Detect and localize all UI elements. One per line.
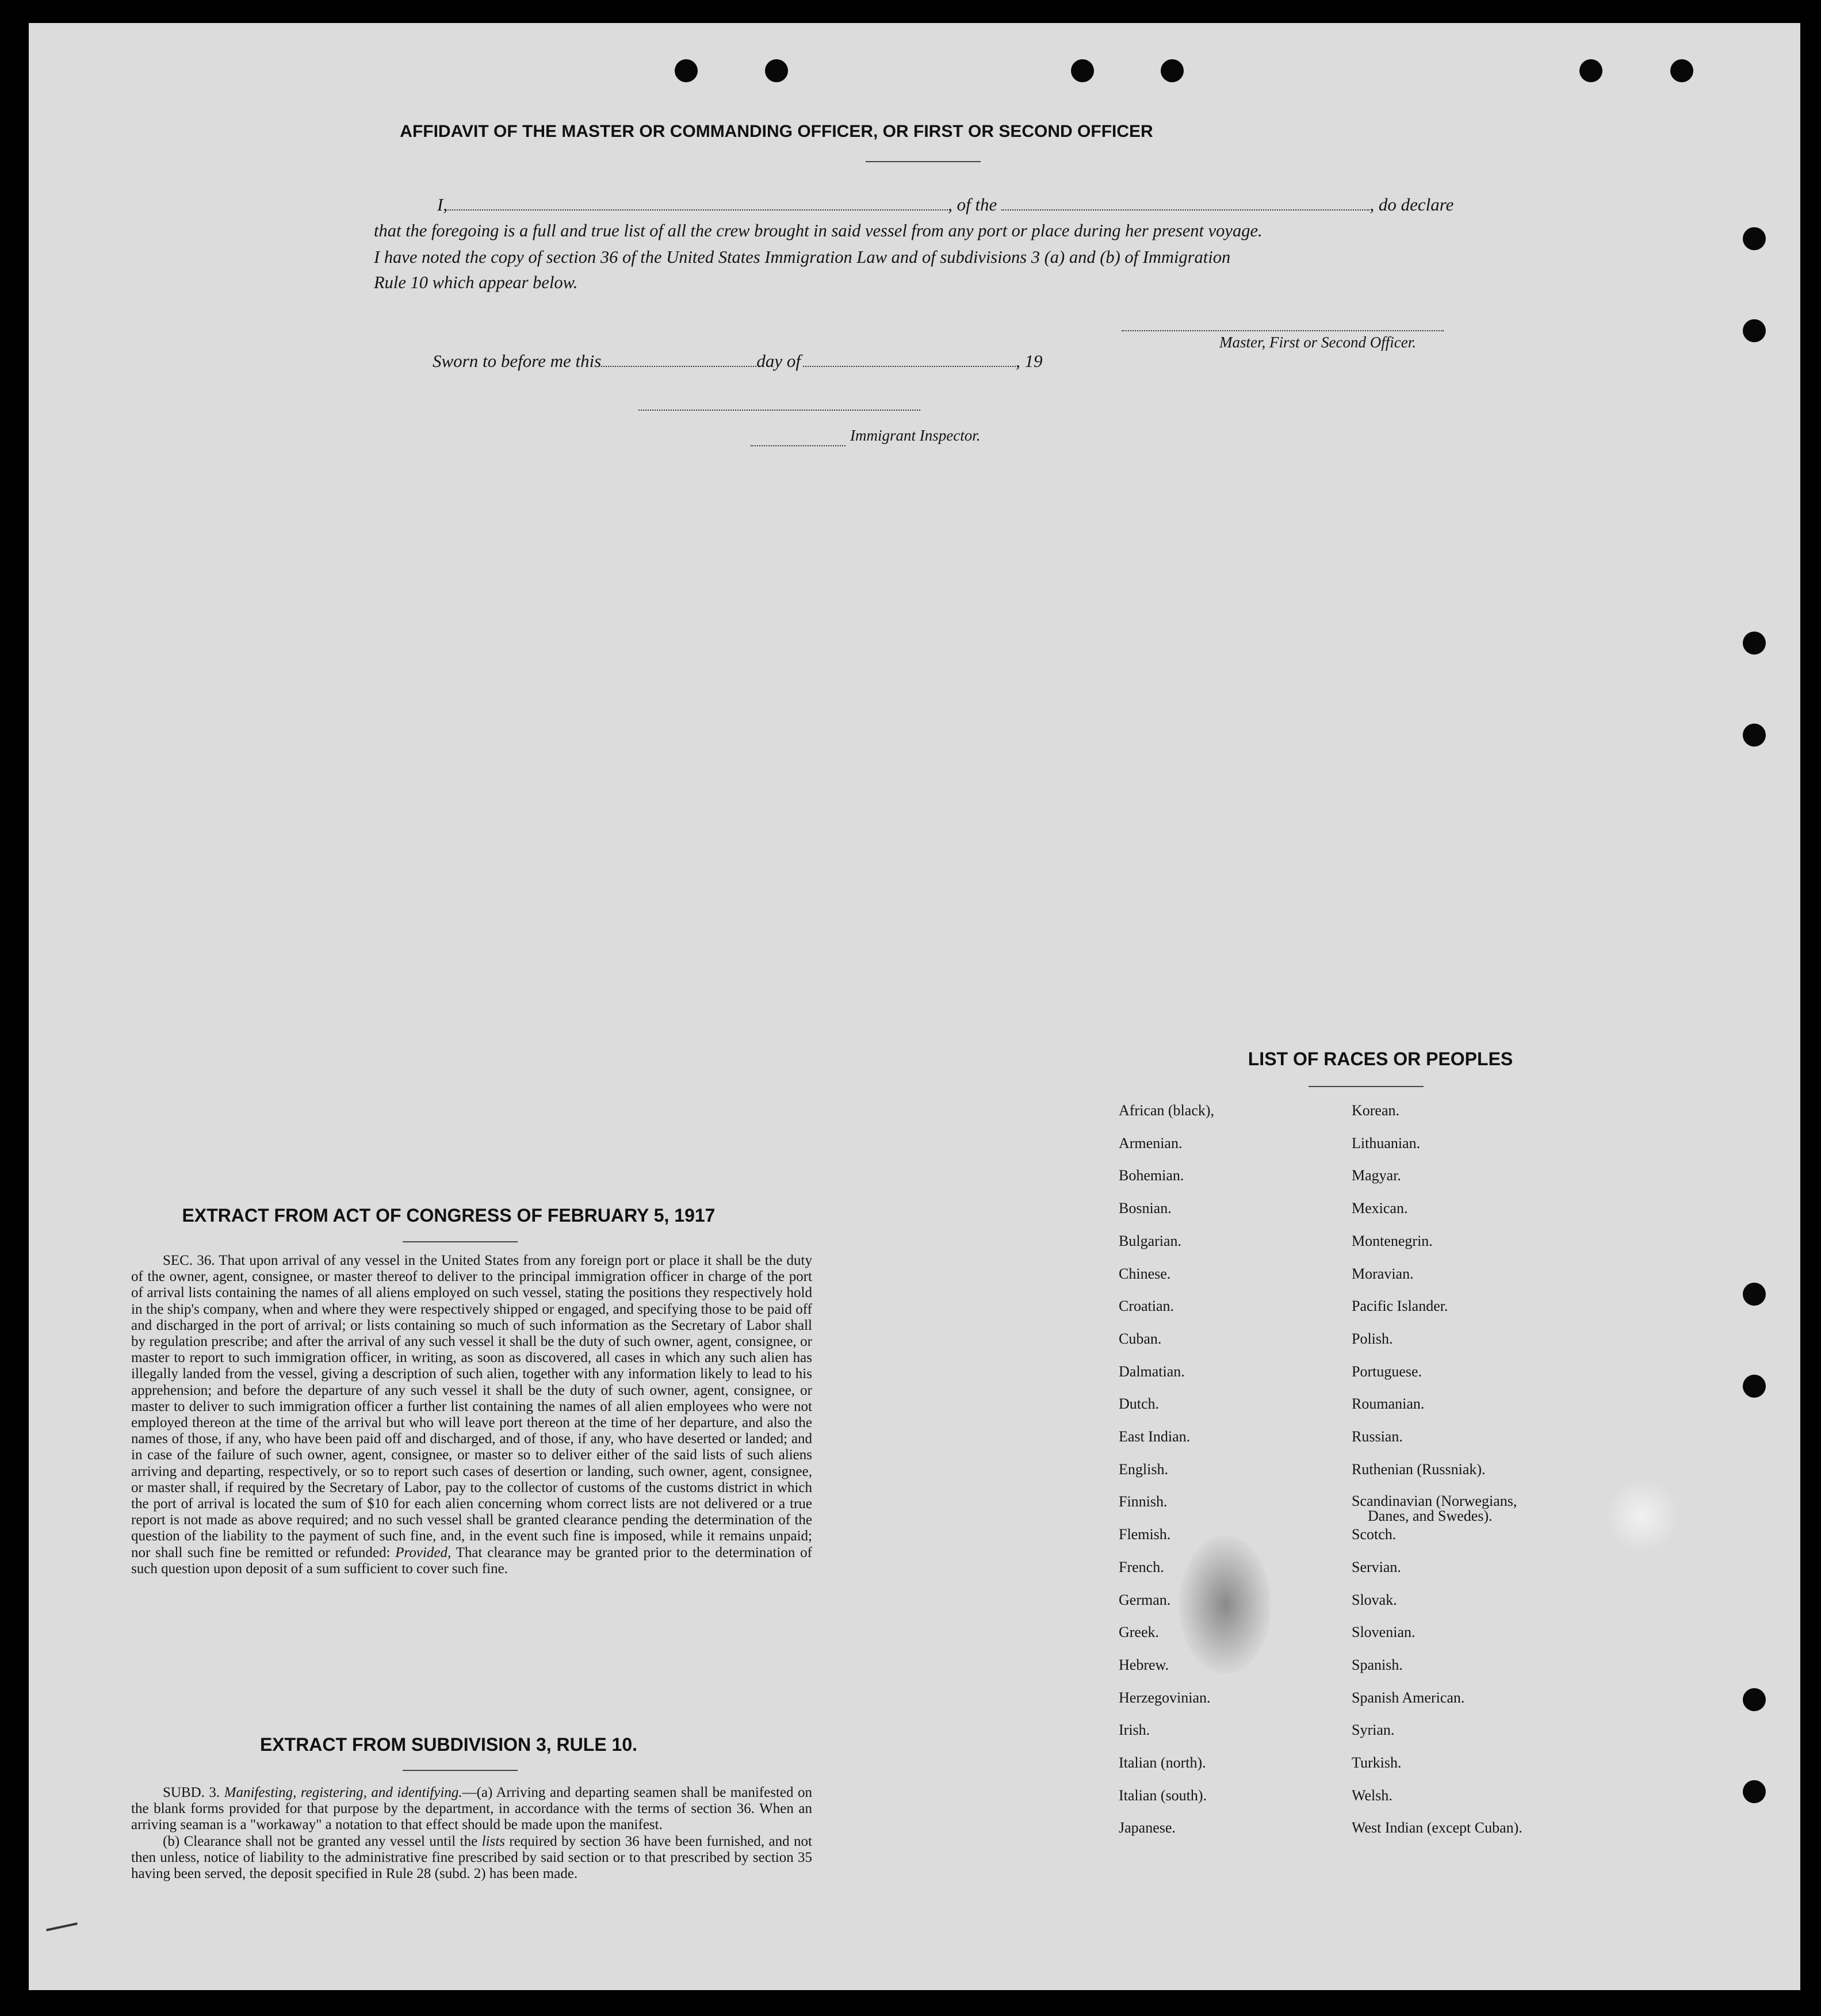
race-item: Magyar.	[1352, 1167, 1401, 1184]
race-item: Finnish.	[1119, 1493, 1168, 1510]
affidavit-title-rule	[866, 161, 981, 162]
inspector-label: Immigrant Inspector.	[850, 427, 981, 444]
race-item: Italian (north).	[1119, 1754, 1206, 1771]
subd-a-text: —(a) Arriving and departing seamen shall be manifested on the blank forms provided for that purpose by the department, in accordance with the terms of section 36. When an arriving seaman is a "workaway" a notation to that effect should be made upon the manifest.	[131, 1785, 812, 1833]
race-item: Welsh.	[1352, 1787, 1392, 1804]
race-item: Syrian.	[1352, 1722, 1395, 1739]
subdivision-b: (b) Clearance shall not be granted any vessel until the lists required by section 36 have been furnished, and not then unless, notice of liability to the administrative fine prescribed by said section or to that prescribed by section 35 having been served, the deposit specified in Rule 28 (subd. 2) has been made.	[131, 1833, 813, 1882]
document-sheet	[29, 23, 1800, 1990]
race-item: Armenian.	[1119, 1134, 1183, 1152]
act-extract-title: EXTRACT FROM ACT OF CONGRESS OF FEBRUARY 5, 1917	[182, 1205, 716, 1226]
race-item: Hebrew.	[1119, 1656, 1169, 1673]
punch-hole	[1743, 632, 1766, 655]
race-item: Scandinavian (Norwegians, Danes, and Swedes).	[1352, 1493, 1517, 1525]
races-right-column	[1352, 1103, 1639, 1850]
race-item: Greek.	[1119, 1624, 1160, 1641]
race-item: Bohemian.	[1119, 1167, 1184, 1184]
punch-hole	[1743, 227, 1766, 250]
pencil-mark	[46, 1922, 78, 1931]
races-left-column	[1119, 1103, 1337, 1850]
race-item: Pacific Islander.	[1352, 1298, 1448, 1315]
race-item: Servian.	[1352, 1558, 1401, 1575]
punch-hole	[1743, 1375, 1766, 1398]
punch-hole	[1161, 59, 1184, 82]
rule-extract-body	[131, 1785, 812, 1882]
race-item: Montenegrin.	[1352, 1232, 1433, 1249]
race-item: African (black),	[1119, 1102, 1215, 1119]
month-blank[interactable]	[803, 353, 1016, 367]
race-item: Lithuanian.	[1352, 1134, 1421, 1152]
affidavit-title: AFFIDAVIT OF THE MASTER OR COMMANDING OFFICER, OR FIRST OR SECOND OFFICER	[400, 122, 1153, 141]
declaration-line-4: Rule 10 which appear below.	[374, 273, 578, 292]
race-item: Dalmatian.	[1119, 1363, 1185, 1380]
declaration-line	[437, 194, 1453, 215]
race-item: Italian (south).	[1119, 1787, 1207, 1804]
sworn-line	[433, 351, 1042, 372]
punch-hole	[765, 59, 788, 82]
race-item: Dutch.	[1119, 1395, 1160, 1413]
sworn-prefix: Sworn to before me this	[433, 351, 602, 371]
sworn-year: , 19	[1015, 351, 1043, 371]
race-item: German.	[1119, 1591, 1171, 1608]
races-title: LIST OF RACES OR PEOPLES	[1248, 1049, 1513, 1069]
punch-hole	[1743, 1283, 1766, 1306]
signature-label: Master, First or Second Officer.	[1219, 334, 1416, 351]
race-item: Slovak.	[1352, 1591, 1397, 1608]
signature-blank[interactable]	[1122, 317, 1444, 331]
punch-hole	[1743, 1780, 1766, 1803]
subd-prefix: SUBD. 3.	[163, 1785, 220, 1800]
race-item: Croatian.	[1119, 1298, 1175, 1315]
punch-hole	[1743, 724, 1766, 747]
name-blank[interactable]	[447, 197, 948, 211]
race-item: Moravian.	[1352, 1265, 1414, 1282]
punch-hole	[1071, 59, 1094, 82]
punch-hole	[1579, 59, 1602, 82]
inspector-dots	[751, 433, 846, 446]
inspector-signature-blank[interactable]	[638, 397, 920, 411]
rule-extract-rule	[403, 1770, 518, 1771]
race-item: East Indian.	[1119, 1428, 1191, 1445]
race-item: Chinese.	[1119, 1265, 1171, 1282]
race-item: Bosnian.	[1119, 1200, 1172, 1217]
declaration-of-the: , of the	[948, 194, 997, 215]
punch-hole	[1670, 59, 1693, 82]
race-item: Flemish.	[1119, 1526, 1171, 1543]
race-item: Portuguese.	[1352, 1363, 1422, 1380]
race-item: Russian.	[1352, 1428, 1403, 1445]
race-item: Herzegovinian.	[1119, 1689, 1211, 1706]
race-item: Slovenian.	[1352, 1624, 1416, 1641]
race-item: Korean.	[1352, 1102, 1400, 1119]
declaration-do-declare: , do declare	[1369, 194, 1454, 215]
race-item: Japanese.	[1119, 1819, 1176, 1837]
sworn-day-of: day of	[756, 351, 801, 371]
races-title-rule	[1309, 1086, 1424, 1087]
declaration-line-2: that the foregoing is a full and true list of all the crew brought in said vessel from any port or place during her present voyage.	[374, 221, 1263, 240]
declaration-i: I,	[437, 194, 448, 215]
act-extract-body	[131, 1253, 812, 1577]
section-36-text: SEC. 36. That upon arrival of any vessel in the United States from any foreign port or place it shall be the duty of the owner, agent, consignee, or master thereof to deliver to the principal immigration officer in charge of the port of arrival lists containing the names of all aliens employed on such vessel, stating the positions they respectively hold in the ship's company, when and where they were respectively shipped or engaged, and specifying those to be paid off and discharged in the port of arrival; or lists containing so much of such information as the Secretary of Labor shall by regulation prescribe; and after the arrival of any such vessel it shall be the duty of such owner, agent, consignee, or master to report to such immigration officer, in writing, as soon as discovered, all cases in which any such alien has illegally landed from the vessel, giving a description of such alien, together with any information likely to lead to his apprehension; and before the departure of any such vessel it shall be the duty of such owner, agent, consignee, or master to deliver to such immigration officer a further list containing the names of all alien employees who were not employed thereon at the time of the arrival but who will leave port thereon at the time of her departure, and also the names of those, if any, who have been paid off and discharged, and of those, if any, who have deserted or landed; and in case of the failure of such owner, agent, consignee, or master so to deliver either of the said lists of such aliens arriving and departing, respectively, or so to report such cases of desertion or landing, such owner, agent, consignee, or master shall, if required by the Secretary of Labor, pay to the collector of customs of the customs district in which the port of arrival is located the sum of $10 for each alien concerning whom correct lists are not delivered or a true report is not made as above required; and no such vessel shall be granted clearance pending the determination of the question of the liability to the payment of such fine, and, in the event such fine is imposed, while it remains unpaid; nor shall such fine be remitted or refunded: Provided, That clearance may be granted prior to the determination of such question upon deposit of a sum sufficient to cover such fine.	[131, 1253, 812, 1577]
race-item: Irish.	[1119, 1722, 1150, 1739]
punch-hole	[1743, 319, 1766, 342]
race-item: English.	[1119, 1460, 1168, 1478]
day-blank[interactable]	[601, 353, 756, 367]
race-item: Roumanian.	[1352, 1395, 1425, 1413]
race-item: French.	[1119, 1558, 1164, 1575]
race-item: Cuban.	[1119, 1330, 1162, 1347]
race-item: Scotch.	[1352, 1526, 1397, 1543]
race-item: West Indian (except Cuban).	[1352, 1819, 1522, 1837]
race-item: Spanish.	[1352, 1656, 1403, 1673]
punch-hole	[1743, 1688, 1766, 1711]
race-item: Polish.	[1352, 1330, 1393, 1347]
punch-hole	[675, 59, 698, 82]
vessel-blank[interactable]	[1001, 197, 1369, 211]
race-item: Spanish American.	[1352, 1689, 1465, 1706]
rule-extract-title: EXTRACT FROM SUBDIVISION 3, RULE 10.	[259, 1734, 638, 1755]
race-item: Turkish.	[1352, 1754, 1402, 1771]
race-item: Mexican.	[1352, 1200, 1408, 1217]
race-item: Bulgarian.	[1119, 1232, 1182, 1249]
act-extract-rule	[403, 1241, 518, 1242]
declaration-line-3: I have noted the copy of section 36 of the United States Immigration Law and of subdivisions 3 (a) and (b) of Immigration	[374, 247, 1231, 267]
race-item: Ruthenian (Russniak).	[1352, 1460, 1486, 1478]
subd-heading: Manifesting, registering, and identifying.	[224, 1785, 462, 1800]
subdivision-a	[131, 1785, 812, 1834]
